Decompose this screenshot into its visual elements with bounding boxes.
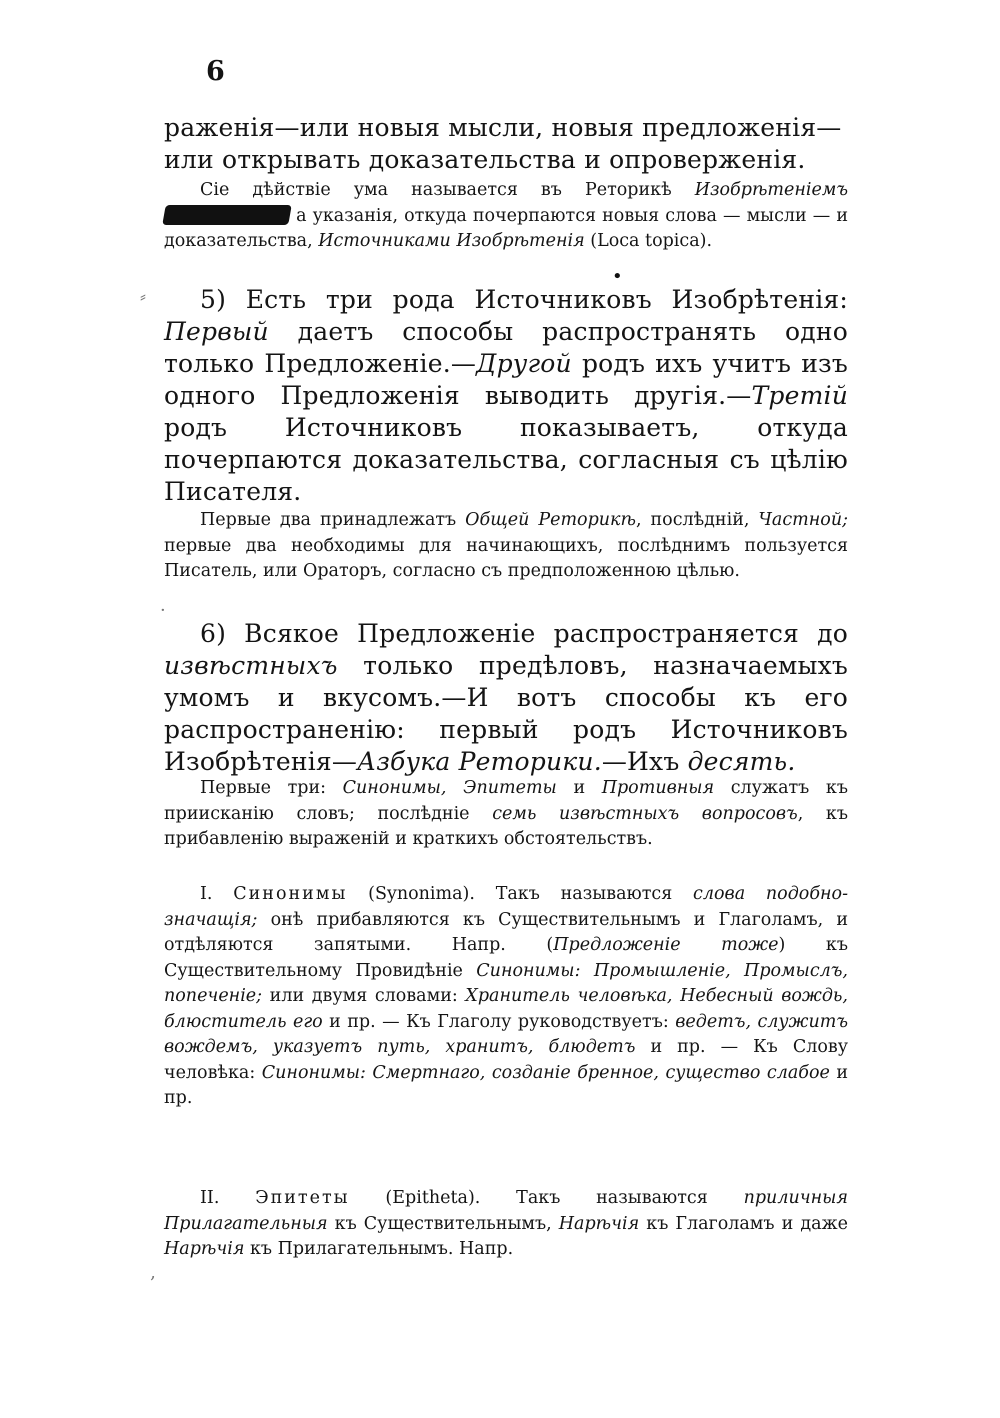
margin-speck: · [160, 600, 166, 621]
paragraph-6 [164, 618, 848, 778]
ink-dot: • [612, 266, 623, 287]
margin-pencil-mark: ⸗ [140, 286, 146, 307]
section-epithets [164, 1186, 848, 1263]
body-text: 5) Есть три рода Источниковъ Изобрѣтенія: Первый даетъ способы распространять одно только Предложеніе.—Другой родъ ихъ учитъ изъ одного Предложенія выводить другія.—Третій родъ Источниковъ показываетъ, откуда почерпаются доказательства, согласныя съ цѣлію Писателя. [164, 285, 848, 506]
ink-blot [162, 205, 292, 225]
top-paragraph-continuation [164, 112, 848, 176]
body-text: 6) Всякое Предложеніе распространяется до извѣстныхъ только предѣловъ, назначаемыхъ умомъ и вкусомъ.—И вотъ способы къ его распространенію: первый родъ Источниковъ Изобрѣтенія—Азбука Реторики.—Ихъ десять. [164, 619, 848, 776]
body-line: раженія—или новыя мысли, новыя предложенія— [164, 113, 842, 142]
note-text: Первые три: Синонимы, Эпитеты и Противныя служатъ къ приисканію словъ; послѣдніе семь извѣстныхъ вопросовъ, къ прибавленію выраженій и краткихъ обстоятельствъ. [164, 778, 849, 849]
section-heading: Эпитеты [255, 1188, 350, 1208]
note-text: Сіе дѣйствіе ума называется въ Реторикѣ Изобрѣтеніемъ а указанія, откуда почерпаются новыя слова — мысли — и доказательства, Источниками Изобрѣтенія (Loca topica). [164, 180, 848, 251]
section-text: I. Синонимы (Synonima). Такъ называются слова подобно-значащія; онѣ прибавляются къ Существительнымъ и Глаголамъ, и отдѣляются запятыми. Напр. (Предложеніе тоже) къ Существительному Провидѣніе Синонимы: Промышленіе, Промыслъ, попеченіе; или двумя словами: Хранитель человѣка, Небесный вождь, блюститель его и пр. — Къ Глаголу руководствуетъ: ведетъ, служитъ вождемъ, указуетъ путь, хранитъ, блюдетъ и пр. — Къ Слову человѣка: Синонимы: Смертнаго, созданіе бренное, существо слабое и пр. [164, 884, 849, 1108]
section-text: II. Эпитеты (Epitheta). Такъ называются приличныя Прилагательныя къ Существительнымъ, Нарѣчія къ Глаголамъ и даже Нарѣчія къ Прилагательнымъ. Напр. [164, 1188, 849, 1259]
margin-speck: ‚ [150, 1262, 156, 1283]
page-number: 6 [206, 56, 225, 87]
section-synonyms [164, 882, 848, 1112]
note-invention [164, 178, 848, 255]
note-paragraph-6 [164, 776, 848, 853]
paragraph-5 [164, 284, 848, 508]
note-paragraph-5 [164, 508, 848, 585]
body-line: или открывать доказательства и опроверженія. [164, 145, 806, 174]
section-heading: Синонимы [233, 884, 348, 904]
note-text: Первые два принадлежатъ Общей Реторикѣ, послѣдній, Частной; первые два необходимы для начинающихъ, послѣднимъ пользуется Писатель, или Ораторъ, согласно съ предположенною цѣлью. [164, 510, 848, 581]
